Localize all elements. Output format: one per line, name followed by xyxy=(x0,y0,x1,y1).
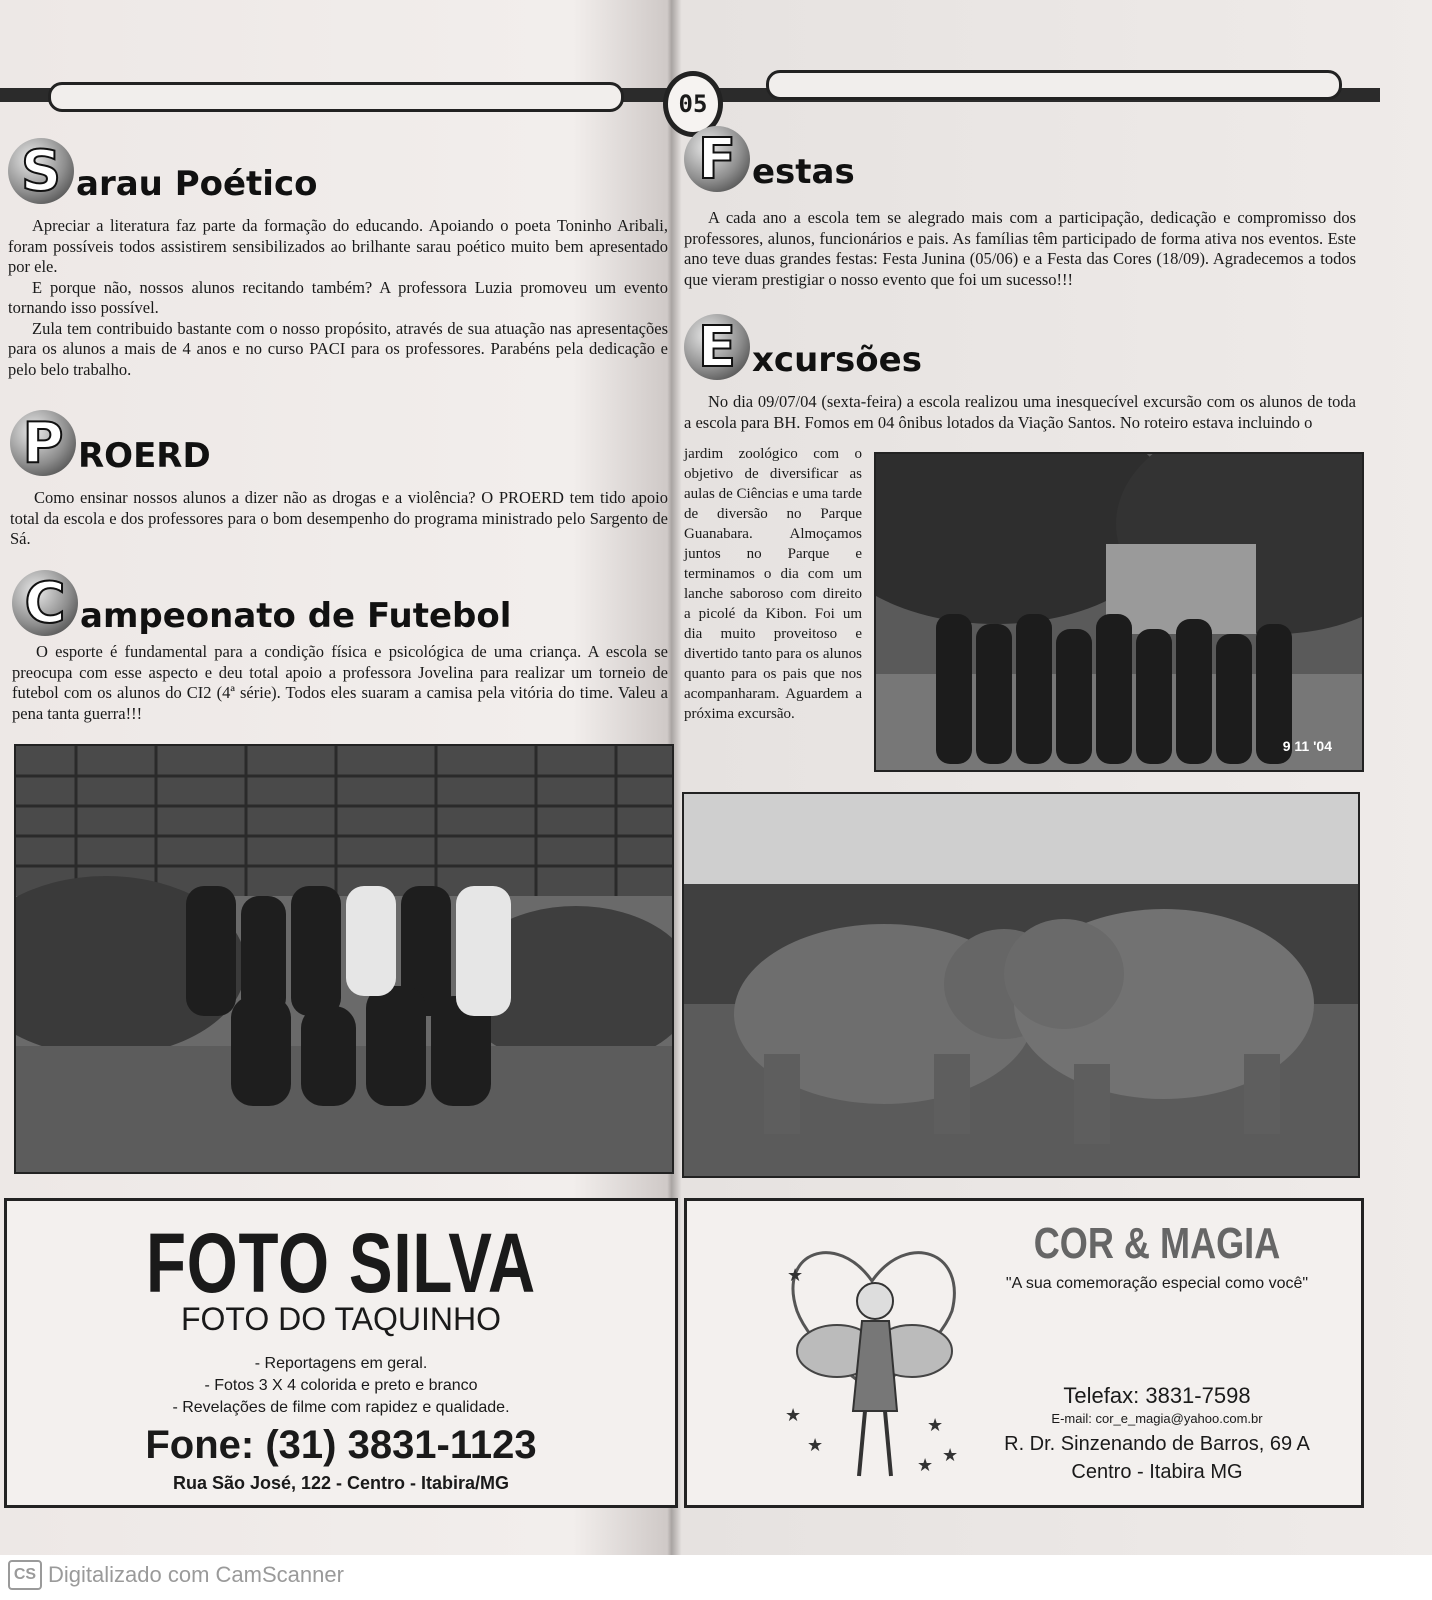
dropcap-p: P xyxy=(10,410,76,476)
ad-phone: Fone: (31) 3831-1123 xyxy=(145,1423,537,1467)
section-excursoes xyxy=(684,314,1356,433)
section-title: ROERD xyxy=(78,436,211,476)
ad-services xyxy=(7,1353,675,1419)
dropcap-c: C xyxy=(12,570,78,636)
svg-text:★: ★ xyxy=(807,1435,824,1456)
section-proerd xyxy=(10,410,668,550)
svg-text:★: ★ xyxy=(787,1265,804,1286)
dropcap-s: S xyxy=(8,138,74,204)
ad-address: Centro - Itabira MG xyxy=(1071,1461,1243,1483)
section-heading xyxy=(12,570,668,636)
header-pill-left xyxy=(48,82,624,112)
ad-service-item: - Revelações de filme com rapidez e qualidade. xyxy=(172,1399,510,1416)
ad-address: Rua São José, 122 - Centro - Itabira/MG xyxy=(172,1473,510,1493)
paragraph: A cada ano a escola tem se alegrado mais com a participação, dedicação e compromisso dos professores, alunos, funcionários e pais. As famílias têm participado de forma ativa nos eventos. Este ano teve duas grandes festas: Festa Junina (05/06) e a Festa das Cores (18/09). Agradecemos a todos que vieram prestigiar o nosso evento que foi um sucesso!!! xyxy=(684,208,1356,289)
svg-text:★: ★ xyxy=(917,1455,934,1476)
ad-service-item: - Fotos 3 X 4 colorida e preto e branco xyxy=(204,1377,478,1394)
ad-slogan: "A sua comemoração especial como você" xyxy=(1005,1275,1309,1292)
paragraph: Zula tem contribuido bastante com o nosso propósito, através de sua atuação nas apresentações para os alunos a mais de 4 anos e no curso PACI para os professores. Parabéns pela dedicação e pelo belo trabalho. xyxy=(8,318,668,379)
dropcap-e: E xyxy=(684,314,750,380)
scanner-watermark xyxy=(8,1560,344,1590)
photo-date-stamp: 9 11 '04 xyxy=(1282,738,1332,754)
paragraph: E porque não, nossos alunos recitando também? A professora Luzia promoveu um evento tornando isso possível. xyxy=(8,277,668,317)
excursion-group-photo xyxy=(874,452,1364,772)
excursion-side-column xyxy=(684,444,862,724)
section-title: ampeonato de Futebol xyxy=(80,596,512,636)
section-heading xyxy=(684,126,1356,192)
ad-brand-name: FOTO SILVA xyxy=(145,1216,536,1310)
section-heading xyxy=(10,410,668,476)
section-heading xyxy=(8,138,668,204)
paragraph: Apreciar a literatura faz parte da formação do educando. Apoiando o poeta Toninho Aribali, foram possíveis todos assistirem sensibilizados ao brilhante sarau poético muito bem apresentado por ele. xyxy=(8,216,668,276)
paragraph: O esporte é fundamental para a condição física e psicológica de uma criança. A escola se preocupa com esse aspecto e deu total apoio a professora Jovelina para realizar um torneio de futebol com os alunos do CI2 (4ª série). Todos eles suaram a camisa pela vitória do time. Valeu a pena tanta guerra!!! xyxy=(12,642,668,723)
football-team-photo xyxy=(14,744,674,1174)
svg-text:★: ★ xyxy=(785,1405,802,1426)
svg-text:★: ★ xyxy=(942,1445,959,1466)
section-heading xyxy=(684,314,1356,380)
ad-service-item: - Reportagens em geral. xyxy=(254,1355,428,1372)
elephants-photo xyxy=(682,792,1360,1178)
camscanner-logo-icon: CS xyxy=(8,1560,42,1590)
ad-telefax: Telefax: 3831-7598 xyxy=(1063,1383,1251,1408)
paragraph: Como ensinar nossos alunos a dizer não as drogas e a violência? O PROERD tem tido apoio total da escola e dos professores para o bom desempenho do programa ministrado pelo Sargento de Sá. xyxy=(10,488,668,548)
ad-email: E-mail: cor_e_magia@yahoo.com.br xyxy=(1051,1411,1263,1426)
section-sarau xyxy=(8,138,668,380)
section-futebol xyxy=(12,570,668,724)
scanner-text: Digitalizado com CamScanner xyxy=(48,1562,344,1587)
ad-address: R. Dr. Sinzenando de Barros, 69 A xyxy=(1004,1433,1310,1455)
foto-silva-ad xyxy=(4,1198,678,1508)
ad-subtitle: FOTO DO TAQUINHO xyxy=(180,1301,501,1337)
section-festas xyxy=(684,126,1356,290)
section-title: estas xyxy=(752,152,855,192)
paragraph: jardim zoológico com o objetivo de diversificar as aulas de Ciências e uma tarde de diversão no Parque Guanabara. Almoçamos juntos no Parque e terminamos o dia com um lanche saboroso com direito a picolé da Kibon. Foi um dia muito proveitoso e divertido tanto para os alunos quanto para os pais que nos acompanharam. Aguardem a próxima excursão. xyxy=(684,446,862,722)
section-title: xcursões xyxy=(752,340,922,380)
ad-brand-name: COR & MAGIA xyxy=(1033,1219,1281,1268)
header-pill-right xyxy=(766,70,1342,100)
svg-text:★: ★ xyxy=(927,1415,944,1436)
page-number: 05 xyxy=(663,71,723,137)
cor-magia-ad xyxy=(684,1198,1364,1508)
paragraph: No dia 09/07/04 (sexta-feira) a escola realizou uma inesquecível excursão com os alunos de toda a escola para BH. Fomos em 04 ônibus lotados da Viação Santos. No roteiro estava incluindo o xyxy=(684,392,1356,432)
section-title: arau Poético xyxy=(76,164,318,204)
dropcap-f: F xyxy=(684,126,750,192)
fairy-illustration xyxy=(777,1221,967,1491)
